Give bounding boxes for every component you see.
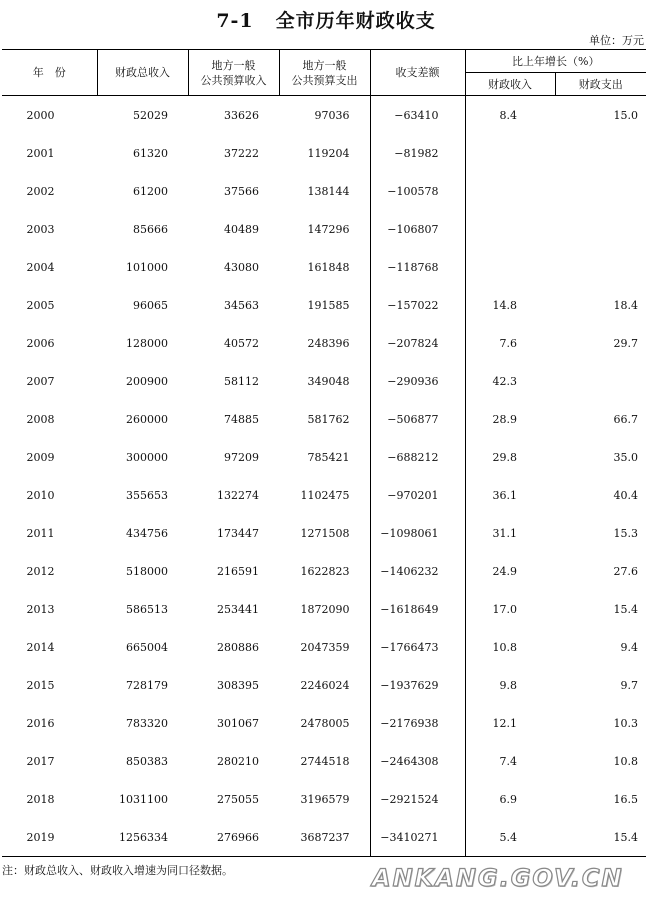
cell-growth-revenue: 10.8 (465, 628, 555, 666)
cell-general-expenditure: 147296 (307, 222, 350, 236)
cell-growth-revenue: 6.9 (465, 780, 555, 818)
cell-year: 2017 (26, 754, 55, 768)
cell-general-expenditure: 191585 (307, 298, 350, 312)
table-row (2, 438, 646, 476)
table-row (2, 742, 646, 780)
header-growth-group: 比上年增长（%） (465, 50, 646, 73)
cell-growth-revenue: 8.4 (465, 96, 555, 135)
unit-label: 单位：万元 (589, 34, 644, 47)
cell-total-revenue: 61200 (133, 184, 168, 198)
cell-growth-revenue (465, 248, 555, 286)
table-row (2, 248, 646, 286)
cell-growth-revenue: 7.6 (465, 324, 555, 362)
table-row (2, 96, 646, 135)
table-row (2, 362, 646, 400)
cell-growth-expenditure (555, 210, 646, 248)
cell-total-revenue: 355653 (126, 488, 168, 502)
table-row (2, 590, 646, 628)
cell-general-expenditure: 1271508 (300, 526, 350, 540)
cell-year: 2015 (26, 678, 55, 692)
cell-balance: −1937629 (370, 666, 465, 704)
cell-growth-expenditure: 35.0 (613, 450, 639, 464)
cell-general-revenue: 40572 (224, 336, 259, 350)
cell-balance: −688212 (370, 438, 465, 476)
cell-year: 2011 (26, 526, 55, 540)
cell-general-expenditure: 97036 (314, 108, 350, 122)
cell-growth-expenditure (555, 248, 646, 286)
header-general-expenditure-line1: 地方一般 (302, 58, 347, 72)
cell-total-revenue: 300000 (126, 450, 168, 464)
cell-growth-revenue: 7.4 (465, 742, 555, 780)
cell-general-expenditure: 2246024 (300, 678, 350, 692)
watermark-logo: ANKANG.GOV.CN (372, 864, 624, 892)
cell-growth-revenue: 42.3 (465, 362, 555, 400)
cell-year: 2004 (26, 260, 55, 274)
header-growth-expenditure: 财政支出 (555, 73, 646, 96)
cell-general-revenue: 74885 (224, 412, 259, 426)
table-row (2, 134, 646, 172)
cell-total-revenue: 260000 (126, 412, 168, 426)
cell-general-revenue: 308395 (217, 678, 259, 692)
cell-balance: −63410 (370, 96, 465, 135)
header-general-expenditure-line2: 公共预算支出 (291, 73, 358, 87)
cell-general-revenue: 37222 (224, 146, 259, 160)
cell-general-expenditure: 2478005 (300, 716, 350, 730)
cell-general-expenditure: 581762 (307, 412, 350, 426)
cell-general-expenditure: 349048 (307, 374, 350, 388)
cell-year: 2005 (26, 298, 55, 312)
cell-general-revenue: 40489 (224, 222, 259, 236)
cell-growth-expenditure: 40.4 (613, 488, 639, 502)
cell-balance: −157022 (370, 286, 465, 324)
cell-balance: −207824 (370, 324, 465, 362)
header-growth-revenue: 财政收入 (465, 73, 555, 96)
cell-general-revenue: 132274 (217, 488, 259, 502)
cell-year: 2008 (26, 412, 55, 426)
table-row (2, 286, 646, 324)
cell-total-revenue: 200900 (126, 374, 168, 388)
cell-general-expenditure: 3687237 (279, 818, 370, 857)
cell-growth-revenue: 24.9 (465, 552, 555, 590)
cell-general-expenditure: 785421 (307, 450, 350, 464)
cell-growth-expenditure: 15.4 (613, 602, 639, 616)
cell-balance: −1098061 (370, 514, 465, 552)
cell-balance: −106807 (370, 210, 465, 248)
table-row (2, 780, 646, 818)
cell-total-revenue: 850383 (126, 754, 168, 768)
cell-total-revenue: 96065 (133, 298, 168, 312)
cell-total-revenue: 101000 (126, 260, 168, 274)
table-row (2, 400, 646, 438)
cell-year: 2018 (26, 792, 55, 806)
cell-growth-revenue: 29.8 (465, 438, 555, 476)
cell-general-revenue: 58112 (224, 374, 259, 388)
cell-year: 2006 (26, 336, 55, 350)
cell-general-expenditure: 119204 (307, 146, 350, 160)
cell-year: 2013 (26, 602, 55, 616)
cell-general-revenue: 280210 (217, 754, 259, 768)
cell-year: 2002 (26, 184, 55, 198)
cell-growth-revenue (465, 210, 555, 248)
header-general-revenue-line2: 公共预算收入 (200, 73, 267, 87)
cell-year: 2003 (26, 222, 55, 236)
cell-growth-revenue: 31.1 (465, 514, 555, 552)
cell-general-expenditure: 1622823 (300, 564, 350, 578)
cell-total-revenue: 1256334 (97, 818, 188, 857)
header-general-expenditure (279, 50, 370, 96)
cell-general-revenue: 253441 (217, 602, 259, 616)
cell-balance: −2176938 (370, 704, 465, 742)
cell-total-revenue: 128000 (126, 336, 168, 350)
cell-balance: −290936 (370, 362, 465, 400)
cell-year: 2000 (26, 108, 55, 122)
cell-total-revenue: 1031100 (119, 792, 168, 806)
cell-general-revenue: 43080 (224, 260, 259, 274)
header-general-revenue (188, 50, 279, 96)
cell-general-expenditure: 161848 (307, 260, 350, 274)
cell-growth-revenue: 14.8 (465, 286, 555, 324)
table-title: 全市历年财政收支 (275, 10, 436, 32)
cell-balance: −1766473 (370, 628, 465, 666)
cell-general-expenditure: 138144 (307, 184, 350, 198)
fiscal-table (2, 49, 646, 857)
cell-growth-expenditure: 29.7 (613, 336, 639, 350)
table-row (2, 210, 646, 248)
cell-year: 2014 (26, 640, 55, 654)
cell-balance: −2464308 (370, 742, 465, 780)
cell-general-revenue: 34563 (224, 298, 259, 312)
table-body (2, 96, 646, 857)
cell-total-revenue: 783320 (126, 716, 168, 730)
cell-total-revenue: 85666 (133, 222, 168, 236)
cell-year: 2001 (26, 146, 55, 160)
table-row (2, 476, 646, 514)
cell-total-revenue: 518000 (126, 564, 168, 578)
cell-growth-revenue: 36.1 (465, 476, 555, 514)
cell-total-revenue: 665004 (126, 640, 168, 654)
cell-growth-revenue (465, 134, 555, 172)
cell-growth-expenditure: 15.4 (555, 818, 646, 857)
header-year: 年 份 (2, 50, 97, 96)
cell-general-revenue: 301067 (217, 716, 259, 730)
cell-balance: −3410271 (370, 818, 465, 857)
table-row (2, 514, 646, 552)
cell-total-revenue: 52029 (133, 108, 168, 122)
cell-growth-expenditure: 10.3 (613, 716, 639, 730)
cell-year: 2019 (2, 818, 97, 857)
table-row (2, 172, 646, 210)
cell-growth-expenditure: 15.0 (613, 108, 639, 122)
header-general-revenue-line1: 地方一般 (211, 58, 256, 72)
cell-total-revenue: 728179 (126, 678, 168, 692)
cell-general-expenditure: 2744518 (300, 754, 350, 768)
cell-growth-expenditure: 16.5 (613, 792, 639, 806)
table-row (2, 704, 646, 742)
cell-general-revenue: 276966 (188, 818, 279, 857)
cell-general-expenditure: 1872090 (300, 602, 350, 616)
footnote: 注：财政总收入、财政收入增速为同口径数据。 (2, 864, 233, 877)
header-total-revenue: 财政总收入 (97, 50, 188, 96)
cell-total-revenue: 61320 (133, 146, 168, 160)
cell-general-expenditure: 1102475 (300, 488, 350, 502)
cell-growth-expenditure: 15.3 (613, 526, 639, 540)
table-row (2, 818, 646, 857)
cell-balance: −81982 (370, 134, 465, 172)
cell-growth-expenditure: 66.7 (613, 412, 639, 426)
cell-total-revenue: 434756 (126, 526, 168, 540)
cell-growth-expenditure: 9.4 (620, 640, 639, 654)
cell-general-expenditure: 248396 (307, 336, 350, 350)
cell-growth-expenditure: 9.7 (620, 678, 639, 692)
cell-growth-revenue: 9.8 (465, 666, 555, 704)
cell-year: 2010 (26, 488, 55, 502)
cell-balance: −2921524 (370, 780, 465, 818)
table-row (2, 628, 646, 666)
table-number: 7-1 (216, 10, 254, 32)
cell-growth-expenditure: 10.8 (613, 754, 639, 768)
cell-general-expenditure: 3196579 (300, 792, 350, 806)
cell-growth-revenue: 5.4 (465, 818, 555, 857)
cell-general-revenue: 173447 (217, 526, 259, 540)
cell-growth-expenditure: 18.4 (613, 298, 639, 312)
cell-balance: −1406232 (370, 552, 465, 590)
cell-balance: −100578 (370, 172, 465, 210)
cell-balance: −506877 (370, 400, 465, 438)
cell-growth-expenditure (555, 362, 646, 400)
table-row (2, 666, 646, 704)
cell-total-revenue: 586513 (126, 602, 168, 616)
cell-year: 2012 (26, 564, 55, 578)
cell-general-revenue: 280886 (217, 640, 259, 654)
cell-general-revenue: 275055 (217, 792, 259, 806)
header-balance: 收支差额 (370, 50, 465, 96)
cell-general-revenue: 216591 (217, 564, 259, 578)
cell-growth-expenditure (555, 172, 646, 210)
cell-general-revenue: 37566 (224, 184, 259, 198)
cell-year: 2016 (26, 716, 55, 730)
table-row (2, 324, 646, 362)
cell-balance: −970201 (370, 476, 465, 514)
cell-growth-expenditure (555, 134, 646, 172)
cell-growth-expenditure: 27.6 (613, 564, 639, 578)
cell-balance: −118768 (370, 248, 465, 286)
cell-balance: −1618649 (370, 590, 465, 628)
table-row (2, 552, 646, 590)
cell-growth-revenue: 12.1 (465, 704, 555, 742)
cell-general-revenue: 97209 (224, 450, 259, 464)
page-title (0, 6, 652, 33)
cell-year: 2009 (26, 450, 55, 464)
cell-general-revenue: 33626 (224, 108, 259, 122)
cell-growth-revenue: 28.9 (465, 400, 555, 438)
cell-general-expenditure: 2047359 (300, 640, 350, 654)
cell-year: 2007 (26, 374, 55, 388)
cell-growth-revenue: 17.0 (465, 590, 555, 628)
cell-growth-revenue (465, 172, 555, 210)
